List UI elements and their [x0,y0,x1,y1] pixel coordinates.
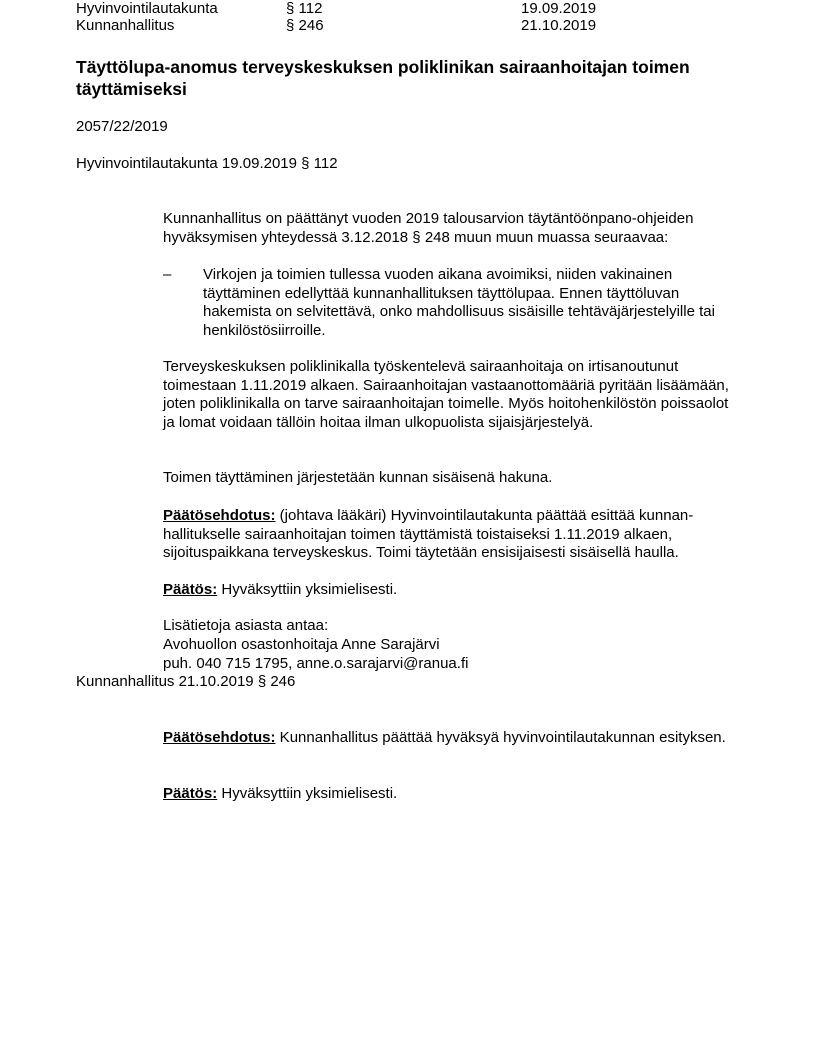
proposal-label: Päätösehdotus: [163,507,276,524]
case-number: 2057/22/2019 [76,118,168,135]
decision-text: Hyväksyttiin yksimielisesti. [217,581,398,598]
meeting-section: § 246 [286,17,324,34]
contact-details: puh. 040 715 1795, anne.o.sarajarvi@ranua.fi [163,655,469,672]
bullet-item: Virkojen ja toimien tullessa vuoden aikana avoimiksi, niiden vakinainen täyttäminen edellyttää kunnanhallituksen täyttölupaa. Ennen täyttöluvan hakemista on selvitettävä, onko mahdollisuus sisäisille tehtäväjärjestelyille tai henkilöstösiirroille. [203,266,715,339]
meeting-date: 19.09.2019 [521,0,597,17]
meeting-body: Hyvinvointilautakunta [76,0,218,17]
decision-text: Hyväksyttiin yksimielisesti. [217,785,398,802]
proposal-text: (johtava lääkäri) Hyvinvointilautakunta päättää esittää kunnan-hallitukselle sairaanhoitajan toimen täyttämistä toistaiseksi 1.11.2019 alkaen, sijoituspaikkana terveyskeskus. Toimi täytetään ensisijaisesti sisäisellä haulla. [163,507,694,561]
contact-intro: Lisätietoja asiasta antaa: [163,617,329,634]
meeting-section: § 112 [286,0,323,17]
meeting-body: Kunnanhallitus [76,17,175,34]
section-heading-kunnanhallitus: Kunnanhallitus 21.10.2019 § 246 [76,673,296,690]
procedure-paragraph: Toimen täyttäminen järjestetään kunnan sisäisenä hakuna. [163,469,553,486]
proposal-text: Kunnanhallitus päättää hyväksyä hyvinvointilautakunnan esityksen. [275,729,726,746]
decision-label: Päätös: [163,581,218,598]
decision-paragraph [163,581,743,600]
meeting-date: 21.10.2019 [521,17,597,34]
decision-paragraph [163,785,743,804]
bullet-dash: – [163,266,172,283]
decision-label: Päätös: [163,785,218,802]
section-heading-hyvinvointilautakunta: Hyvinvointilautakunta 19.09.2019 § 112 [76,155,338,172]
intro-paragraph: Kunnanhallitus on päättänyt vuoden 2019 talousarvion täytäntöönpano-ohjeiden hyväksymisen yhteydessä 3.12.2018 § 248 muun muun muassa seuraavaa: [163,210,694,246]
proposal-paragraph [163,729,743,748]
document-title: Täyttölupa-anomus terveyskeskuksen poliklinikan sairaanhoitajan toimen täyttämiseksi [76,57,690,99]
contact-name: Avohuollon osastonhoitaja Anne Sarajärvi [163,636,440,653]
background-paragraph: Terveyskeskuksen poliklinikalla työskentelevä sairaanhoitaja on irtisanoutunut toimestaan 1.11.2019 alkaen. Sairaanhoitajan vastaanottomääriä pyritään lisäämään, joten poliklinikalla on tarve sairaanhoitajan toimelle. Myös hoitohenkilöstön poissaolot ja lomat voidaan tällöin hoitaa ilman ulkopuolista sijaisjärjestelyä. [163,358,729,431]
proposal-paragraph [163,507,743,563]
proposal-label: Päätösehdotus: [163,729,276,746]
